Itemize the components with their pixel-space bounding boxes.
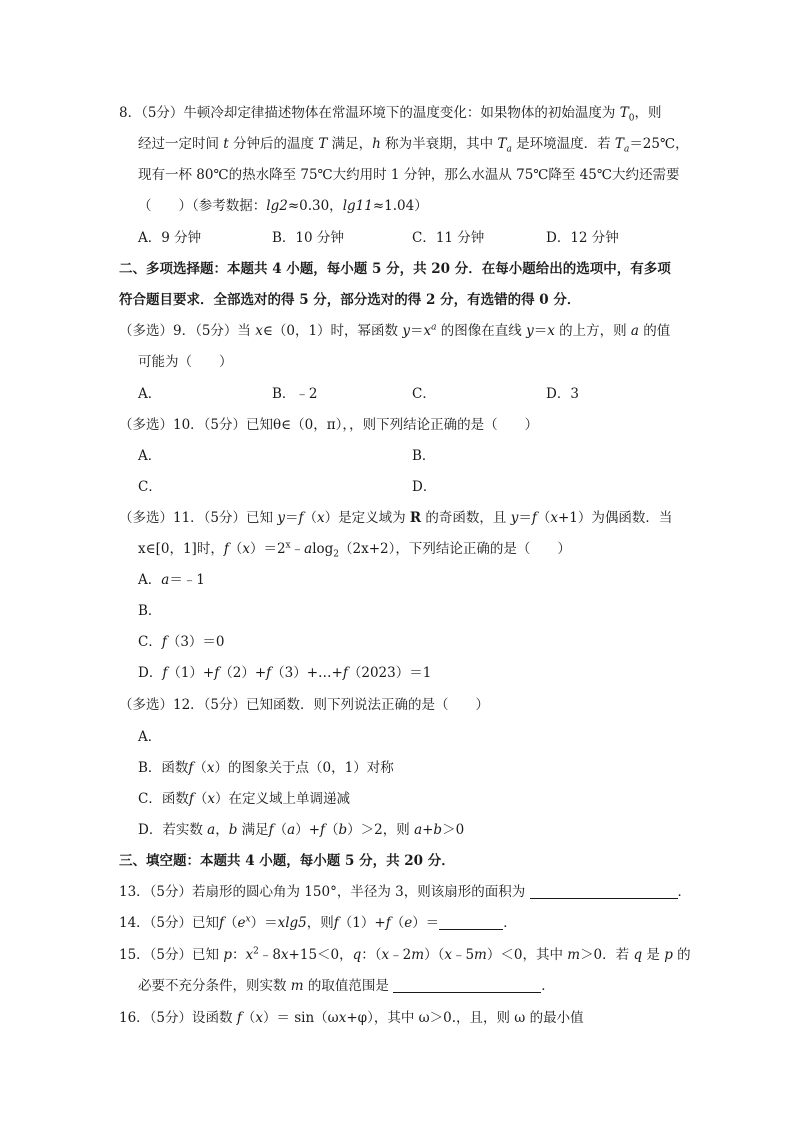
q9-line2: 可能为（ ）	[138, 354, 233, 370]
q8-option-b: B．10 分钟	[272, 230, 344, 246]
q15-line2: 必要不充分条件，则实数 m 的取值范围是 ．	[138, 978, 555, 994]
q15-line1: 15．（5分）已知 p：$x^2﹣8x+15<0$，q：（x﹣2m）（x﹣5m）＜0，其中 m＞0．若 q 是 p 的	[119, 946, 691, 963]
q10-option-b: B．	[412, 448, 436, 464]
q11-option-c: C．f（3）＝0	[138, 634, 225, 650]
q8-option-c: C．11 分钟	[412, 230, 485, 246]
q8-option-d: D．12 分钟	[546, 230, 619, 246]
section2-heading-line2: 符合题目要求．全部选对的得 5 分，部分选对的得 2 分，有选错的得 0 分．	[119, 292, 581, 308]
q12-option-d: D．若实数 a，b 满足f（a）+f（b）＞2，则 a+b＞0	[138, 822, 465, 838]
q13-answer-blank[interactable]	[530, 884, 678, 899]
q11-option-d: D．f（1）+f（2）+f（3）+…+f（2023）＝1	[138, 665, 432, 681]
q11-option-b: B．	[138, 603, 162, 619]
q9-option-c: C．	[412, 386, 436, 402]
q8-line2: 经过一定时间 t 分钟后的温度 T 满足，h 称为半衰期，其中 $T_a$ 是环境温度．若 $T_a=25℃$，	[138, 136, 689, 155]
q11-line1: （多选）11．（5分）已知 y＝f（x）是定义域为 R 的奇函数，且 y＝f（x+1）为偶函数．当	[119, 510, 673, 526]
q8-option-a: A．9 分钟	[138, 230, 202, 246]
q10-line1: （多选）10．（5分）已知θ∈（0，π），，则下列结论正确的是（ ）	[119, 417, 539, 433]
q9-option-b: B．﹣2	[272, 386, 318, 402]
q9-option-d: D．3	[546, 386, 579, 402]
q9-option-a: A．	[138, 386, 162, 402]
q12-line1: （多选）12．（5分）已知函数．则下列说法正确的是（ ）	[119, 697, 490, 713]
q10-option-d: D．	[412, 479, 437, 495]
q15-answer-blank[interactable]	[393, 978, 541, 993]
q16-line1: 16．（5分）设函数 f（x）＝ sin（ωx+φ），其中 ω＞0.，且，则 ω 的最小值	[119, 1010, 584, 1026]
section3-heading: 三、填空题：本题共 4 小题，每小题 5 分，共 20 分．	[119, 853, 455, 869]
q8-line3: 现有一杯 80℃的热水降至 75℃大约用时 1 分钟，那么水温从 75℃降至 45℃大约还需要	[138, 167, 680, 183]
q14-line1: 14．（5分）已知$f(e^x)=xlg5$，则f（1）+f（e）＝ ．	[119, 914, 517, 931]
q10-option-c: C．	[138, 479, 162, 495]
q10-option-a: A．	[138, 448, 162, 464]
q11-line2: x∈[0，1]时，$f(x)=2^x﹣alog_2(2x+2)$，下列结论正确的是（ ）	[138, 540, 571, 560]
q13-line1: 13．（5分）若扇形的圆心角为 150°，半径为 3，则该扇形的面积为 ．	[119, 884, 692, 900]
q12-option-a: A．	[138, 729, 162, 745]
q12-option-b: B．函数f（x）的图象关于点（0，1）对称	[138, 760, 394, 776]
section2-heading-line1: 二、多项选择题：本题共 4 小题，每小题 5 分，共 20 分．在每小题给出的选项中，有多项	[119, 261, 671, 277]
q11-option-a: A．a＝﹣1	[138, 572, 205, 588]
q9-line1: （多选）9．（5分）当 x∈（0，1）时，幂函数 $y=x^a$ 的图像在直线 y＝x 的上方，则 a 的值	[119, 322, 671, 339]
q14-answer-blank[interactable]	[439, 915, 503, 930]
q12-option-c: C．函数f（x）在定义域上单调递减	[138, 791, 350, 807]
q8-line4: （ ）（参考数据：lg2≈0.30，lg11≈1.04）	[138, 198, 428, 214]
q8-line1: 8．（5分）牛顿冷却定律描述物体在常温环境下的温度变化：如果物体的初始温度为 $T_0$，则	[119, 105, 662, 124]
